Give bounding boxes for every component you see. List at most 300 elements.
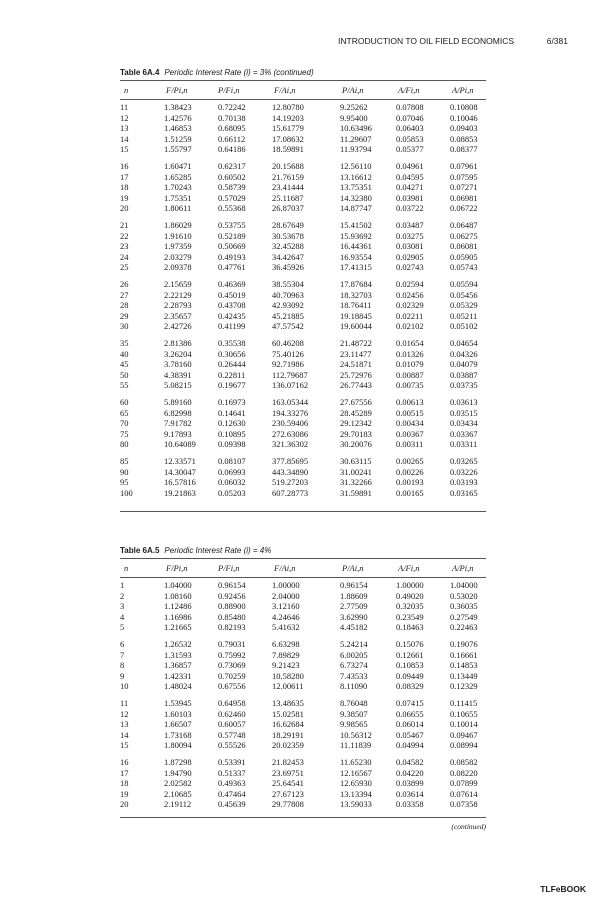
factor-cell: 0.03613 — [450, 397, 478, 407]
factor-cell: 0.00735 — [396, 380, 424, 390]
factor-cell: 0.07415 — [396, 698, 424, 708]
factor-cell: 0.06032 — [218, 477, 246, 487]
factor-cell: 0.08377 — [450, 144, 478, 154]
factor-cell: 0.10895 — [218, 428, 246, 439]
period-cell: 50 — [120, 369, 129, 380]
table-row — [120, 279, 486, 290]
table-row — [120, 418, 486, 429]
row-group — [120, 397, 486, 450]
table1-caption-text: Periodic Interest Rate (i) = 3% (continued) — [164, 68, 314, 77]
factor-cell: 0.13449 — [450, 670, 478, 681]
period-cell: 95 — [120, 477, 129, 487]
factor-cell: 7.43533 — [340, 670, 368, 681]
factor-cell: 0.04271 — [396, 182, 424, 192]
factor-cell: 0.27549 — [450, 611, 478, 622]
period-cell: 11 — [120, 698, 129, 708]
factor-cell: 0.11415 — [450, 698, 478, 708]
factor-cell: 1.51259 — [164, 133, 192, 144]
factor-cell: 0.04595 — [396, 171, 424, 182]
period-cell: 6 — [120, 639, 125, 649]
factor-cell: 13.13394 — [340, 788, 372, 799]
factor-cell: 1.65285 — [164, 171, 192, 182]
factor-cell: 9.17893 — [164, 428, 192, 439]
factor-cell: 36.45926 — [272, 262, 304, 272]
period-cell: 5 — [120, 622, 125, 632]
factor-cell: 0.00226 — [396, 466, 424, 477]
period-cell: 65 — [120, 407, 129, 418]
factor-cell: 0.32035 — [396, 601, 424, 611]
factor-cell: 40.70963 — [272, 289, 304, 300]
factor-cell: 10.58280 — [272, 670, 304, 681]
table-row — [120, 591, 486, 602]
factor-cell: 0.67556 — [218, 681, 246, 691]
factor-cell: 1.26532 — [164, 639, 192, 649]
table2-bottom-rule — [120, 817, 486, 818]
factor-cell: 27.67123 — [272, 788, 304, 799]
factor-cell: 38.55304 — [272, 279, 304, 289]
factor-cell: 0.07899 — [450, 778, 478, 788]
table-row — [120, 757, 486, 768]
factor-cell: 0.08853 — [450, 133, 478, 144]
factor-cell: 0.07595 — [450, 171, 478, 182]
factor-cell: 321.36302 — [272, 439, 309, 449]
factor-cell: 0.03311 — [450, 439, 478, 449]
factor-cell: 0.51337 — [218, 767, 246, 778]
period-cell: 27 — [120, 289, 129, 300]
factor-cell: 15.93692 — [340, 230, 372, 241]
factor-cell: 0.58739 — [218, 182, 246, 192]
factor-cell: 0.03265 — [450, 456, 478, 466]
factor-cell: 2.03279 — [164, 251, 192, 262]
period-cell: 20 — [120, 799, 129, 809]
factor-cell: 28.67649 — [272, 220, 304, 230]
factor-cell: 0.03899 — [396, 778, 424, 788]
factor-cell: 0.15076 — [396, 639, 424, 649]
period-cell: 12 — [120, 112, 129, 123]
column-header: P/Ai,n — [342, 85, 364, 95]
factor-cell: 0.03887 — [450, 369, 478, 380]
factor-cell: 19.60044 — [340, 321, 372, 331]
table1-caption — [120, 68, 314, 77]
factor-cell: 0.08994 — [450, 740, 478, 750]
period-cell: 45 — [120, 359, 129, 369]
period-cell: 15 — [120, 144, 129, 154]
row-group — [120, 456, 486, 498]
factor-cell: 17.41315 — [340, 262, 372, 272]
factor-cell: 0.07614 — [450, 788, 478, 799]
period-cell: 29 — [120, 310, 129, 321]
period-cell: 30 — [120, 321, 129, 331]
factor-cell: 0.42435 — [218, 310, 246, 321]
column-header: A/Fi,n — [398, 85, 420, 95]
factor-cell: 0.70259 — [218, 670, 246, 681]
factor-cell: 0.53755 — [218, 220, 246, 230]
factor-cell: 0.03367 — [450, 428, 478, 439]
factor-cell: 9.25262 — [340, 102, 368, 112]
table2-header-rule — [120, 577, 486, 578]
factor-cell: 0.06275 — [450, 230, 478, 241]
factor-cell: 1.16986 — [164, 611, 192, 622]
column-header: F/Pi,n — [166, 85, 188, 95]
row-group — [120, 639, 486, 692]
factor-cell: 17.08632 — [272, 133, 304, 144]
table-row — [120, 601, 486, 612]
factor-cell: 17.87684 — [340, 279, 372, 289]
factor-cell: 1.60103 — [164, 708, 192, 719]
period-cell: 20 — [120, 203, 129, 213]
table-row — [120, 338, 486, 349]
table-row — [120, 698, 486, 709]
factor-cell: 16.57816 — [164, 477, 196, 487]
table-row — [120, 349, 486, 360]
factor-cell: 12.65930 — [340, 778, 372, 788]
factor-cell: 5.08215 — [164, 380, 192, 390]
factor-cell: 1.80094 — [164, 740, 192, 750]
factor-cell: 12.00611 — [272, 681, 304, 691]
column-header: P/Fi,n — [218, 563, 240, 573]
factor-cell: 18.76411 — [340, 300, 372, 310]
factor-cell: 0.05743 — [450, 262, 478, 272]
factor-cell: 0.26444 — [218, 359, 246, 369]
factor-cell: 0.10046 — [450, 112, 478, 123]
factor-cell: 16.44361 — [340, 241, 372, 251]
table-row — [120, 380, 486, 391]
factor-cell: 0.07271 — [450, 182, 478, 192]
period-cell: 3 — [120, 601, 125, 611]
running-header — [0, 36, 604, 48]
factor-cell: 11.65230 — [340, 757, 372, 767]
period-cell: 35 — [120, 338, 129, 348]
factor-cell: 23.69751 — [272, 767, 304, 778]
factor-cell: 10.64089 — [164, 439, 196, 449]
factor-cell: 12.56110 — [340, 161, 372, 171]
factor-cell: 11.29607 — [340, 133, 372, 144]
factor-cell: 0.00613 — [396, 397, 424, 407]
row-group — [120, 757, 486, 810]
factor-cell: 2.77509 — [340, 601, 368, 611]
factor-cell: 0.03981 — [396, 192, 424, 203]
factor-cell: 26.87037 — [272, 203, 304, 213]
factor-cell: 6.82998 — [164, 407, 192, 418]
factor-cell: 0.08107 — [218, 456, 246, 466]
factor-cell: 0.05853 — [396, 133, 424, 144]
factor-cell: 10.63496 — [340, 123, 372, 133]
factor-cell: 0.85480 — [218, 611, 246, 622]
factor-cell: 25.64541 — [272, 778, 304, 788]
period-cell: 19 — [120, 788, 129, 799]
period-cell: 28 — [120, 300, 129, 310]
factor-cell: 30.20076 — [340, 439, 372, 449]
factor-cell: 0.05329 — [450, 300, 478, 310]
factor-cell: 0.02905 — [396, 251, 424, 262]
table1-column-headers — [120, 85, 486, 97]
factor-cell: 0.08220 — [450, 767, 478, 778]
factor-cell: 0.12630 — [218, 418, 246, 428]
factor-cell: 18.29191 — [272, 729, 304, 740]
table-row — [120, 719, 486, 730]
period-cell: 9 — [120, 670, 125, 681]
factor-cell: 0.02594 — [396, 279, 424, 289]
period-cell: 22 — [120, 230, 129, 241]
factor-cell: 0.05211 — [450, 310, 478, 321]
factor-cell: 1.42576 — [164, 112, 192, 123]
factor-cell: 25.11687 — [272, 192, 304, 203]
factor-cell: 47.57542 — [272, 321, 304, 331]
table2-caption-text: Periodic Interest Rate (i) = 4% — [164, 546, 272, 555]
table-row — [120, 231, 486, 242]
period-cell: 16 — [120, 161, 129, 171]
period-cell: 14 — [120, 133, 129, 144]
factor-cell: 0.46369 — [218, 279, 246, 289]
factor-cell: 4.38391 — [164, 369, 192, 380]
factor-cell: 20.15688 — [272, 161, 304, 171]
factor-cell: 0.36035 — [450, 601, 478, 611]
factor-cell: 0.00515 — [396, 407, 424, 418]
running-title: INTRODUCTION TO OIL FIELD ECONOMICS — [338, 36, 514, 46]
factor-cell: 1.38423 — [164, 102, 192, 112]
factor-cell: 31.00241 — [340, 466, 372, 477]
factor-cell: 0.79031 — [218, 639, 246, 649]
factor-cell: 4.45182 — [340, 622, 368, 632]
table-row — [120, 660, 486, 671]
factor-cell: 1.87298 — [164, 757, 192, 767]
factor-cell: 9.95400 — [340, 112, 368, 123]
factor-cell: 0.49363 — [218, 778, 246, 788]
factor-cell: 0.04326 — [450, 348, 478, 359]
factor-cell: 2.10685 — [164, 788, 192, 799]
factor-cell: 18.59891 — [272, 144, 304, 154]
factor-cell: 0.02102 — [396, 321, 424, 331]
table-row — [120, 622, 486, 633]
factor-cell: 1.48024 — [164, 681, 192, 691]
factor-cell: 14.30047 — [164, 466, 196, 477]
table1-label: Table 6A.4 — [120, 68, 160, 77]
table-row — [120, 671, 486, 682]
factor-cell: 0.03614 — [396, 788, 424, 799]
factor-cell: 0.04220 — [396, 767, 424, 778]
table-row — [120, 311, 486, 322]
factor-cell: 0.30656 — [218, 348, 246, 359]
factor-cell: 92.71986 — [272, 359, 304, 369]
factor-cell: 0.73069 — [218, 660, 246, 670]
factor-cell: 0.47464 — [218, 788, 246, 799]
factor-cell: 15.02581 — [272, 708, 304, 719]
table-row — [120, 134, 486, 145]
factor-cell: 0.03487 — [396, 220, 424, 230]
factor-cell: 1.08160 — [164, 590, 192, 601]
column-header: n — [124, 85, 129, 95]
column-header: n — [124, 563, 129, 573]
factor-cell: 1.46853 — [164, 123, 192, 133]
factor-cell: 2.09378 — [164, 262, 192, 272]
factor-cell: 0.07046 — [396, 112, 424, 123]
factor-cell: 0.12661 — [396, 649, 424, 660]
factor-cell: 0.92456 — [218, 590, 246, 601]
factor-cell: 10.56312 — [340, 729, 372, 740]
factor-cell: 0.43708 — [218, 300, 246, 310]
factor-cell: 0.04079 — [450, 359, 478, 369]
factor-cell: 0.64958 — [218, 698, 246, 708]
factor-cell: 0.05203 — [218, 487, 246, 498]
factor-cell: 0.03735 — [450, 380, 478, 390]
factor-cell: 0.57029 — [218, 192, 246, 203]
factor-cell: 0.00165 — [396, 487, 424, 498]
factor-cell: 0.05905 — [450, 251, 478, 262]
factor-cell: 1.94790 — [164, 767, 192, 778]
factor-cell: 0.00887 — [396, 369, 424, 380]
factor-cell: 16.62684 — [272, 719, 304, 729]
table-row — [120, 370, 486, 381]
period-cell: 14 — [120, 729, 129, 740]
factor-cell: 8.11090 — [340, 681, 368, 691]
factor-cell: 0.01326 — [396, 348, 424, 359]
column-header: F/Ai,n — [274, 563, 296, 573]
table-row — [120, 477, 486, 488]
table-row — [120, 123, 486, 134]
factor-cell: 26.77443 — [340, 380, 372, 390]
table2-label: Table 6A.5 — [120, 546, 160, 555]
factor-cell: 0.06655 — [396, 708, 424, 719]
table-row — [120, 778, 486, 789]
factor-cell: 24.51871 — [340, 359, 372, 369]
factor-cell: 0.49020 — [396, 590, 424, 601]
table-row — [120, 172, 486, 183]
period-cell: 8 — [120, 660, 125, 670]
period-cell: 100 — [120, 487, 133, 498]
factor-cell: 0.03226 — [450, 466, 478, 477]
row-group — [120, 220, 486, 273]
factor-cell: 6.63298 — [272, 639, 300, 649]
factor-cell: 15.41502 — [340, 220, 372, 230]
factor-cell: 1.42331 — [164, 670, 192, 681]
factor-cell: 0.55526 — [218, 740, 246, 750]
factor-cell: 13.59033 — [340, 799, 372, 809]
factor-cell: 0.06403 — [396, 123, 424, 133]
period-cell: 40 — [120, 348, 129, 359]
period-cell: 18 — [120, 778, 129, 788]
factor-cell: 1.97359 — [164, 241, 192, 251]
factor-cell: 5.24214 — [340, 639, 368, 649]
factor-cell: 3.62990 — [340, 611, 368, 622]
factor-cell: 8.76048 — [340, 698, 368, 708]
factor-cell: 0.00193 — [396, 477, 424, 487]
period-cell: 12 — [120, 708, 129, 719]
factor-cell: 0.18463 — [396, 622, 424, 632]
factor-cell: 112.79687 — [272, 369, 308, 380]
period-cell: 16 — [120, 757, 129, 767]
table-row — [120, 612, 486, 623]
period-cell: 15 — [120, 740, 129, 750]
factor-cell: 42.93092 — [272, 300, 304, 310]
factor-cell: 16.93554 — [340, 251, 372, 262]
factor-cell: 194.33276 — [272, 407, 309, 418]
factor-cell: 0.45639 — [218, 799, 246, 809]
factor-cell: 21.76159 — [272, 171, 304, 182]
factor-cell: 29.77808 — [272, 799, 304, 809]
factor-cell: 12.80780 — [272, 102, 304, 112]
table1-top-rule — [120, 80, 486, 81]
period-cell: 70 — [120, 418, 129, 428]
table-row — [120, 220, 486, 231]
factor-cell: 0.88900 — [218, 601, 246, 611]
row-group — [120, 338, 486, 391]
factor-cell: 0.49193 — [218, 251, 246, 262]
factor-cell: 0.35538 — [218, 338, 246, 348]
factor-cell: 14.87747 — [340, 203, 372, 213]
factor-cell: 0.22463 — [450, 622, 478, 632]
factor-cell: 0.06981 — [450, 192, 478, 203]
factor-cell: 3.78160 — [164, 359, 192, 369]
period-cell: 7 — [120, 649, 125, 660]
factor-cell: 0.66112 — [218, 133, 246, 144]
factor-cell: 0.05594 — [450, 279, 478, 289]
factor-cell: 2.15659 — [164, 279, 192, 289]
factor-cell: 32.45288 — [272, 241, 304, 251]
period-cell: 60 — [120, 397, 129, 407]
period-cell: 85 — [120, 456, 129, 466]
table-row — [120, 639, 486, 650]
factor-cell: 0.53391 — [218, 757, 246, 767]
factor-cell: 1.66507 — [164, 719, 192, 729]
period-cell: 26 — [120, 279, 129, 289]
factor-cell: 0.10014 — [450, 719, 478, 729]
factor-cell: 0.50669 — [218, 241, 246, 251]
factor-cell: 2.22129 — [164, 289, 192, 300]
factor-cell: 12.33571 — [164, 456, 196, 466]
factor-cell: 0.82193 — [218, 622, 246, 632]
factor-cell: 9.38507 — [340, 708, 368, 719]
factor-cell: 31.32266 — [340, 477, 372, 487]
factor-cell: 1.73168 — [164, 729, 192, 740]
factor-cell: 0.07808 — [396, 102, 424, 112]
continued-note: (continued) — [451, 822, 486, 831]
factor-cell: 9.98565 — [340, 719, 368, 729]
factor-cell: 2.81386 — [164, 338, 192, 348]
factor-cell: 1.21665 — [164, 622, 192, 632]
footer-watermark: TLFeBOOK — [540, 884, 586, 894]
table-row — [120, 182, 486, 193]
factor-cell: 0.06722 — [450, 203, 478, 213]
factor-cell: 3.26204 — [164, 348, 192, 359]
table-row — [120, 144, 486, 155]
factor-cell: 29.12342 — [340, 418, 372, 428]
factor-cell: 1.04000 — [450, 580, 478, 590]
column-header: F/Ai,n — [274, 85, 296, 95]
table-row — [120, 113, 486, 124]
table-row — [120, 262, 486, 273]
factor-cell: 25.72976 — [340, 369, 372, 380]
factor-cell: 0.02211 — [396, 310, 424, 321]
period-cell: 25 — [120, 262, 129, 272]
period-cell: 17 — [120, 171, 129, 182]
factor-cell: 0.02329 — [396, 300, 424, 310]
table1-bottom-rule — [120, 511, 486, 512]
row-group — [120, 698, 486, 751]
factor-cell: 2.35657 — [164, 310, 192, 321]
factor-cell: 0.03722 — [396, 203, 424, 213]
factor-cell: 1.04000 — [164, 580, 192, 590]
table-row — [120, 768, 486, 779]
factor-cell: 0.09467 — [450, 729, 478, 740]
table-row — [120, 580, 486, 591]
page-number: 6/381 — [546, 36, 568, 46]
period-cell: 21 — [120, 220, 129, 230]
factor-cell: 0.53020 — [450, 590, 478, 601]
factor-cell: 1.80611 — [164, 203, 192, 213]
factor-cell: 1.00000 — [272, 580, 300, 590]
factor-cell: 21.82453 — [272, 757, 304, 767]
factor-cell: 1.31593 — [164, 649, 192, 660]
